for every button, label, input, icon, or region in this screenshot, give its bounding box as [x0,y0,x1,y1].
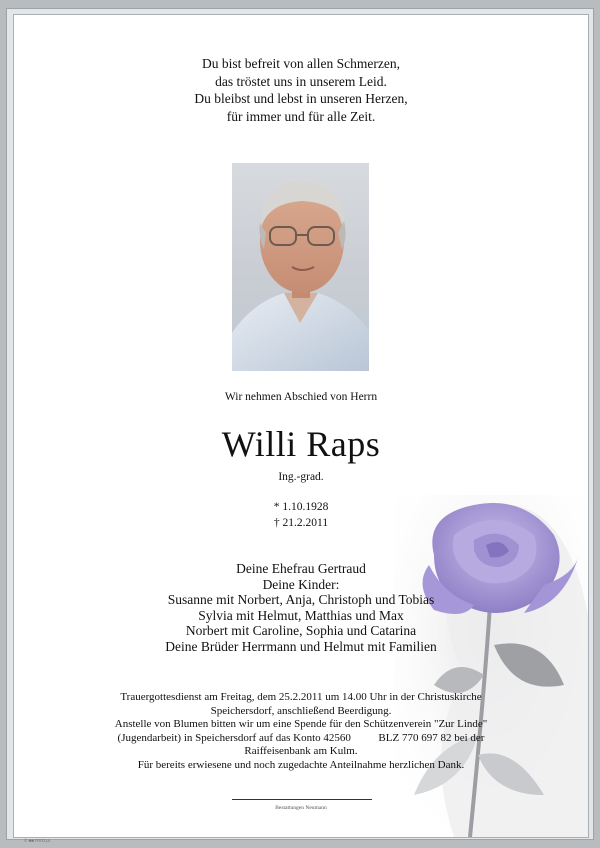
service-notice [14,691,588,773]
family-line: Sylvia mit Helmut, Matthias und Max [198,607,404,623]
death-date: † 21.2.2011 [273,517,329,529]
undertaker-name: Bestattungen Neumann [275,805,327,811]
copyright-note: © ■■ RRD1a [24,838,51,843]
family-line: Norbert mit Caroline, Sophia und Catarina [185,623,417,639]
family-line: Deine Brüder Herrmann und Helmut mit Familien [165,638,437,654]
service-line: Anstelle von Blumen bitten wir um eine Spende für den Schützenverein "Zur Linde" [114,718,488,731]
lavender-rose-icon [394,495,588,837]
signature-divider [232,799,372,800]
service-line: Für bereits erwiesene und noch zugedachte Anteilnahme herzlichen Dank. [137,758,465,771]
birth-date: * 1.10.1928 [273,501,329,513]
service-line: Speichersdorf, anschließend Beerdigung. [210,704,392,717]
poem-line: das tröstet uns in unserem Leid. [215,73,387,89]
service-line: Raiffeisenbank am Kulm. [244,745,358,758]
family-line: Susanne mit Norbert, Anja, Christoph und Tobias [167,592,435,608]
service-line: (Jugendarbeit) in Speichersdorf auf das Konto 42560 BLZ 770 697 82 bei der [117,731,485,744]
poem-line: Du bist befreit von allen Schmerzen, [202,56,400,71]
poem [14,55,588,125]
portrait-photo-icon [232,163,369,371]
academic-title: Ing.-grad. [278,471,324,483]
family-line: Deine Kinder: [262,576,340,592]
family-list [14,561,588,655]
obituary-sheet [13,14,589,843]
poem-line: Du bleibst und lebst in unseren Herzen, [194,91,408,106]
deceased-name: Willi Raps [221,424,381,464]
farewell-intro: Wir nehmen Abschied von Herrn [224,391,378,403]
service-line: Trauergottesdienst am Freitag, dem 25.2.2011 um 14.00 Uhr in der Christuskirche [120,691,482,703]
portrait-photo [232,163,369,371]
family-line: Deine Ehefrau Gertraud [236,561,366,576]
poem-line: für immer und für alle Zeit. [226,108,376,124]
